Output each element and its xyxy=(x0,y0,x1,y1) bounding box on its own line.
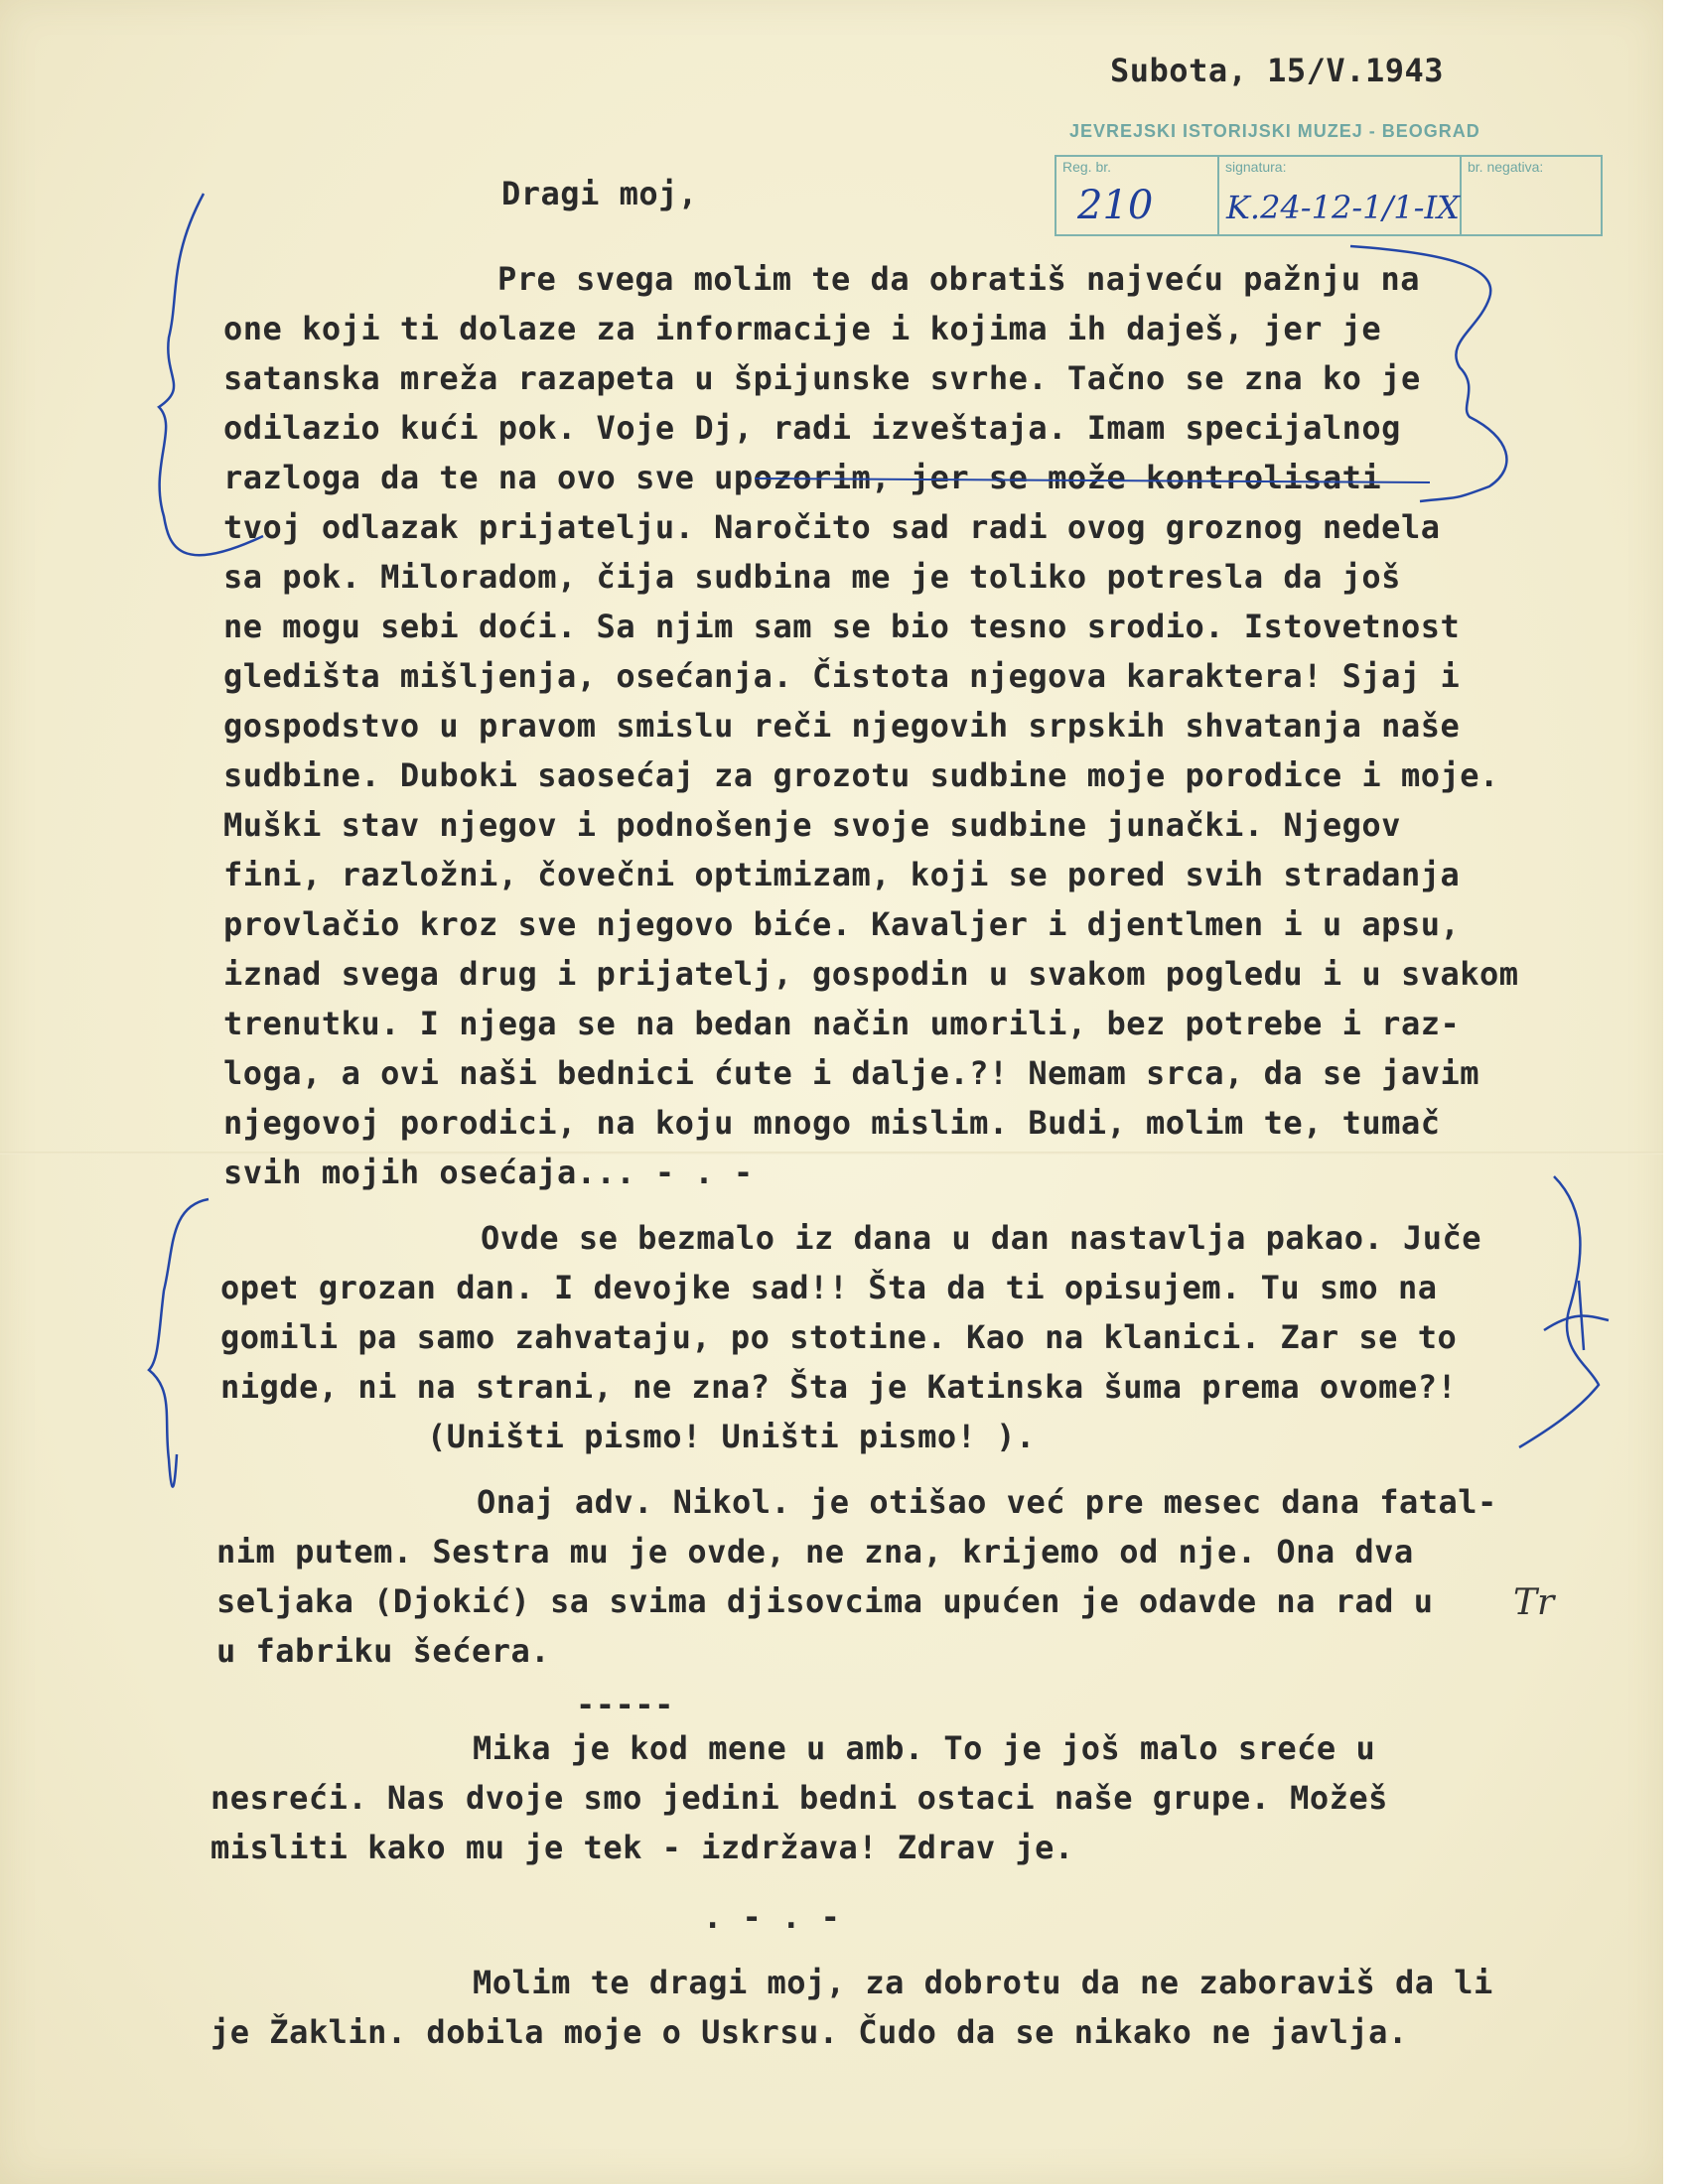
reg-number-handwritten: 210 xyxy=(1077,183,1154,228)
text-line: je Žaklin. dobila moje o Uskrsu. Čudo da se nikako ne javlja. xyxy=(211,2013,1408,2051)
text-line: svih mojih osećaja... - . - xyxy=(223,1154,754,1191)
right-bracket-bottom xyxy=(1519,1176,1599,1447)
margin-mark-four xyxy=(1544,1281,1609,1350)
text-line: u fabriku šećera. xyxy=(216,1632,551,1670)
text-line: gospodstvo u pravom smislu reči njegovih srpskih shvatanja naše xyxy=(223,707,1461,745)
text-line: nigde, ni na strani, ne zna? Šta je Katinska šuma prema ovome?! xyxy=(220,1368,1458,1406)
text-line: razloga da te na ovo sve upozorim, jer se može kontrolisati xyxy=(223,459,1382,496)
text-line: sudbine. Duboki saosećaj za grozotu sudbine moje porodice i moje. xyxy=(223,756,1499,794)
text-line: odilazio kući pok. Voje Dj, radi izveštaja. Imam specijalnog xyxy=(223,409,1401,447)
text-line: seljaka (Djokić) sa svima djisovcima upućen je odavde na rad u xyxy=(216,1582,1434,1620)
text-line: gledišta mišljenja, osećanja. Čistota njegova karaktera! Sjaj i xyxy=(223,657,1461,695)
text-line: Ovde se bezmalo iz dana u dan nastavlja pakao. Juče xyxy=(481,1219,1482,1257)
text-line: fini, razložni, čovečni optimizam, koji se pored svih stradanja xyxy=(223,856,1461,893)
text-line: ne mogu sebi doći. Sa njim sam se bio tesno srodio. Istovetnost xyxy=(223,608,1461,645)
separator: ----- xyxy=(576,1686,674,1723)
text-line: opet grozan dan. I devojke sad!! Šta da ti opisujem. Tu smo na xyxy=(220,1269,1438,1306)
letter-date: Subota, 15/V.1943 xyxy=(1110,52,1445,89)
right-bracket-top xyxy=(1350,246,1506,501)
text-line: Muški stav njegov i podnošenje svoje sudbine junački. Njegov xyxy=(223,806,1401,844)
text-line: misliti kako mu je tek - izdržava! Zdrav je. xyxy=(211,1829,1074,1866)
left-bracket-top xyxy=(159,194,263,555)
left-bracket-bottom xyxy=(149,1199,209,1487)
text-line: tvoj odlazak prijatelju. Naročito sad radi ovog groznog nedela xyxy=(223,508,1441,546)
margin-note: Tr xyxy=(1513,1582,1555,1623)
text-line: satanska mreža razapeta u špijunske svrhe. Tačno se zna ko je xyxy=(223,359,1421,397)
stamp-label-signature: signatura: xyxy=(1225,159,1287,175)
stamp-header: JEVREJSKI ISTORIJSKI MUZEJ - BEOGRAD xyxy=(1069,121,1480,141)
scan-border xyxy=(1663,0,1688,2184)
separator: . - . - xyxy=(703,1898,841,1936)
text-line: provlačio kroz sve njegovo biće. Kavaljer i djentlmen i u apsu, xyxy=(223,905,1461,943)
underline-upozorim xyxy=(755,478,1430,482)
text-line: trenutku. I njega se na bedan način umorili, bez potrebe i raz- xyxy=(223,1005,1461,1042)
stamp-label-negative: br. negativa: xyxy=(1468,159,1544,175)
text-line: one koji ti dolaze za informacije i kojima ih daješ, jer je xyxy=(223,310,1382,347)
text-line: Molim te dragi moj, za dobrotu da ne zaboraviš da li xyxy=(473,1964,1493,2001)
text-line: njegovoj porodici, na koju mnogo mislim. Budi, molim te, tumač xyxy=(223,1104,1441,1142)
text-line: iznad svega drug i prijatelj, gospodin u svakom pogledu i u svakom xyxy=(223,955,1519,993)
text-line: sa pok. Miloradom, čija sudbina me je toliko potresla da još xyxy=(223,558,1401,596)
text-line: gomili pa samo zahvataju, po stotine. Kao na klanici. Zar se to xyxy=(220,1318,1458,1356)
signature-handwritten: K.24-12-1/1-IX xyxy=(1226,189,1460,226)
text-line: (Uništi pismo! Uništi pismo! ). xyxy=(427,1418,1036,1455)
text-line: nim putem. Sestra mu je ovde, ne zna, krijemo od nje. Ona dva xyxy=(216,1533,1414,1570)
text-line: nesreći. Nas dvoje smo jedini bedni ostaci naše grupe. Možeš xyxy=(211,1779,1388,1817)
text-line: loga, a ovi naši bednici ćute i dalje.?! Nemam srca, da se javim xyxy=(223,1054,1479,1092)
letter-salutation: Dragi moj, xyxy=(501,175,698,212)
text-line: Onaj adv. Nikol. je otišao već pre mesec dana fatal- xyxy=(477,1483,1497,1521)
text-line: Mika je kod mene u amb. To je još malo sreće u xyxy=(473,1729,1376,1767)
text-line: Pre svega molim te da obratiš najveću pažnju na xyxy=(497,260,1420,298)
stamp-label-reg: Reg. br. xyxy=(1062,159,1112,175)
